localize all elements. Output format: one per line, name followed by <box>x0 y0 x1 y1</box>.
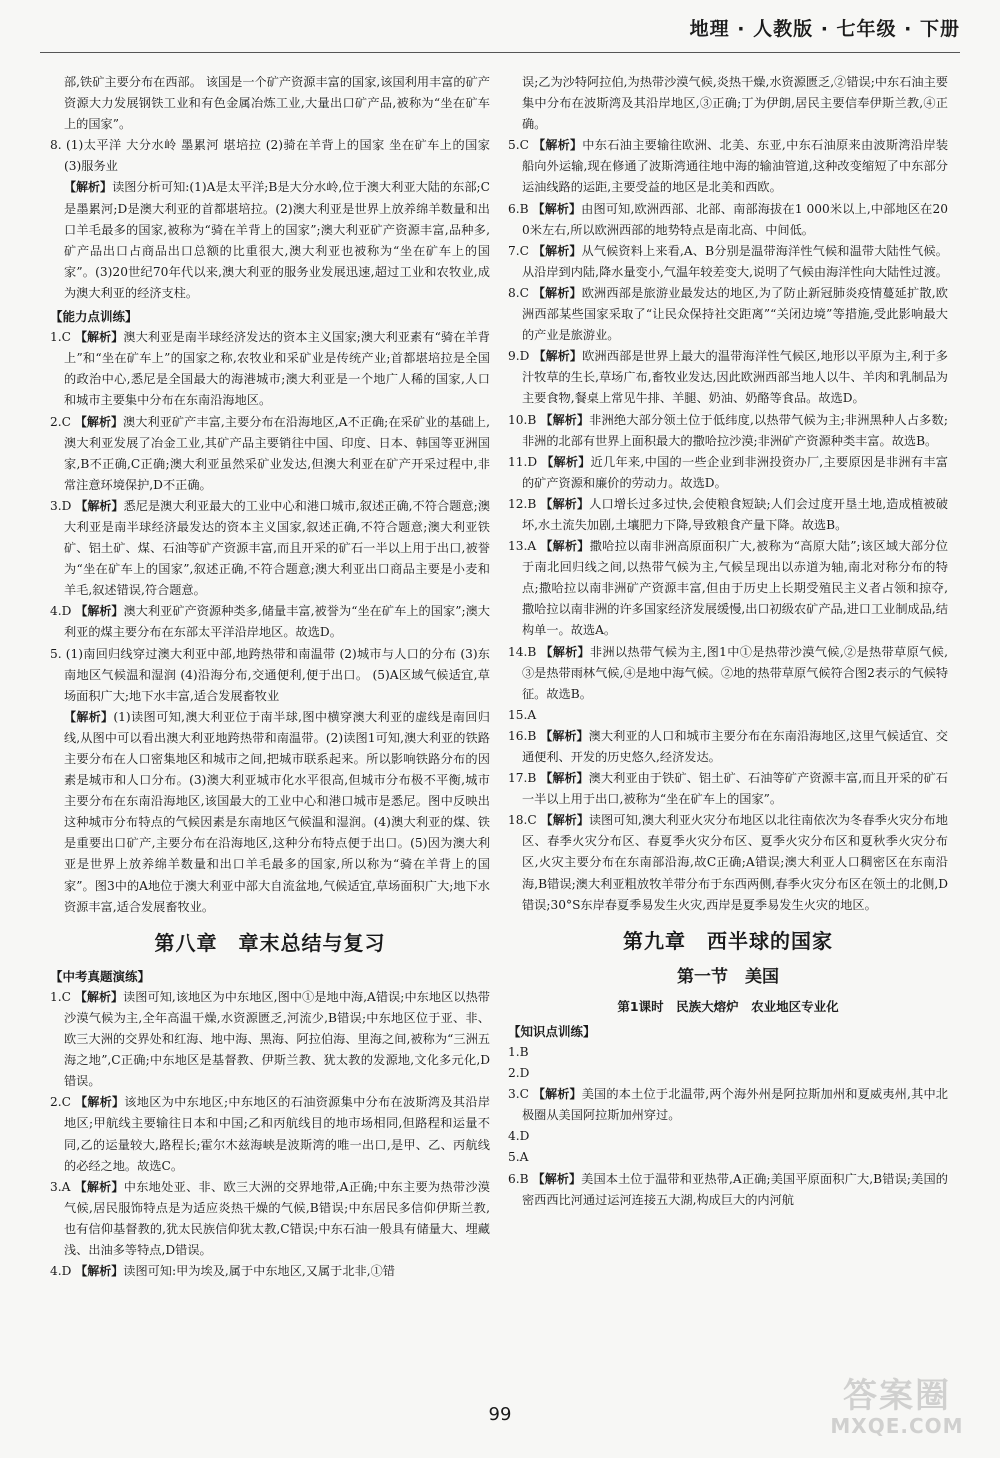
answer-number: 1.C <box>50 989 75 1004</box>
answer-number: 1.B <box>508 1044 529 1059</box>
answer-item <box>508 1042 948 1063</box>
analysis-tag: 【解析】 <box>74 414 124 429</box>
answer-number: 4.D <box>50 604 76 619</box>
answer-text: (1)南回归线穿过澳大利亚中部,地跨热带和南温带 (2)城市与人口的分布 (3)东南地区气候温和湿润 (4)沿海分布,交通便利,便于出口。 (5)A区域气候适宜,草场面积广大;地下水丰富,适合发展畜牧业 <box>64 646 490 703</box>
answer-number: 3.A <box>50 1179 75 1194</box>
chapter-heading: 第八章 章末总结与复习 <box>154 930 386 955</box>
answer-text: 欧洲西部是旅游业最发达的地区,为了防止新冠肺炎疫情蔓延扩散,欧洲西部某些国家采取了“让民众保持社交距离”“关闭边境”等措施,受此影响最大的产业是旅游业。 <box>522 285 948 343</box>
answer-text: 美国本土位于温带和亚热带,A正确;美国平原面积广大,B错误;美国的密西西比河通过运河连接五大湖,构成巨大的内河航 <box>522 1171 948 1207</box>
answer-number: 3.D <box>50 498 76 513</box>
answer-number: 18.C <box>508 813 541 828</box>
answer-number: 10.B <box>508 412 541 427</box>
answer-text: 澳大利亚是南半球经济发达的资本主义国家;澳大利亚素有“骑在羊背上”和“坐在矿车上”的国家之称,农牧业和采矿业是传统产业;首都堪培拉是全国的政治中心,悉尼是全国最大的海港城市;澳大利亚是一个地广人稀的国家,人口和城市主要集中分布在东南沿海地区。 <box>64 330 490 408</box>
answer-text: 澳大利亚矿产资源种类多,储量丰富,被誉为“坐在矿车上的国家”;澳大利亚的煤主要分布在东部太平洋沿岸地区。故选D。 <box>64 604 490 640</box>
answer-text: 部,铁矿主要分布在西部。 该国是一个矿产资源丰富的国家,该国利用丰富的矿产资源大力发展钢铁工业和有色金属冶炼工业,大量出口矿产品,被称为“坐在矿车上的国家”。 <box>64 75 490 132</box>
answer-text: 中东地处亚、非、欧三大洲的交界地带,A正确;中东主要为热带沙漠气候,居民服饰特点是为适应炎热干燥的气候,B错误;中东居民多信仰伊斯兰教,也有信仰基督教的,犹太民族信仰犹太教,C错误;中东石油一般具有储量大、埋藏浅、出油多等特点,D错误。 <box>64 1179 490 1257</box>
answer-item <box>50 412 490 496</box>
answer-text: 读图可知:甲为埃及,属于中东地区,又属于北非,①错 <box>123 1264 395 1279</box>
answer-number: 16.B <box>508 728 541 743</box>
analysis-tag: 【解析】 <box>75 1264 124 1279</box>
analysis-tag: 【解析】 <box>541 454 591 469</box>
answer-item <box>50 1092 490 1176</box>
analysis-tag: 【解析】 <box>540 728 589 743</box>
answer-item <box>50 327 490 411</box>
answer-number: 15.A <box>508 707 537 722</box>
answer-continuation <box>508 72 948 135</box>
section-heading: 第一节 美国 <box>677 966 779 987</box>
answer-text: 读图分析可知:(1)A是太平洋;B是大分水岭,位于澳大利亚大陆的东部;C是墨累河;D是澳大利亚的首都堪培拉。(2)澳大利亚是世界上放养绵羊数量和出口羊毛最多的国家,被称为“骑在羊背上的国家”;澳大利亚矿产资源丰富,品种多,矿产品出口占商品出口总额的比重很大,澳大利亚也被称为“坐在矿车上的国家”。(3)20世纪70年代以来,澳大利亚的服务业发展迅速,超过工业和农牧业,成为澳大利亚的经济支柱。 <box>64 180 490 300</box>
answer-text: (1)太平洋 大分水岭 墨累河 堪培拉 (2)骑在羊背上的国家 坐在矿车上的国家 (3)服务业 <box>64 138 490 174</box>
answer-number: 5.C <box>508 138 534 153</box>
watermark-url: MXQE.COM <box>830 1414 964 1438</box>
answer-number: 4.D <box>508 1129 530 1144</box>
answer-number: 1.C <box>50 330 75 345</box>
answer-number: 2.D <box>508 1066 530 1081</box>
analysis-tag: 【解析】 <box>74 1179 124 1194</box>
analysis-tag: 【解析】 <box>75 604 124 619</box>
analysis-tag: 【解析】 <box>540 412 590 427</box>
answer-item <box>508 1169 948 1211</box>
answer-number: 2.C <box>50 1095 76 1110</box>
exercise-section-label: 【中考真题演练】 <box>50 968 151 984</box>
answer-continuation <box>50 707 490 918</box>
answer-item <box>50 1177 490 1261</box>
answer-item <box>50 644 490 707</box>
answer-continuation <box>50 177 490 304</box>
analysis-tag: 【解析】 <box>540 539 590 554</box>
answer-text: 非洲绝大部分领土位于低纬度,以热带气候为主;非洲黑种人占多数;非洲的北部有世界上面积最大的撒哈拉沙漠;非洲矿产资源种类丰富。故选B。 <box>522 412 948 448</box>
analysis-tag: 【解析】 <box>75 498 124 513</box>
answer-text: 中东石油主要输往欧洲、北美、东亚,中东石油原来由波斯湾沿岸装船向外运输,现在修通了波斯湾通往地中海的输油管道,这种改变缩短了中东部分运油线路的运距,主要受益的地区是北美和西欧。 <box>522 138 948 195</box>
answer-text: 误;乙为沙特阿拉伯,为热带沙漠气候,炎热干燥,水资源匮乏,②错误;中东石油主要集中分布在波斯湾及其沿岸地区,③正确;丁为伊朗,居民主要信奉伊斯兰教,④正确。 <box>522 75 948 132</box>
analysis-tag: 【解析】 <box>532 201 582 216</box>
analysis-tag: 【解析】 <box>75 1095 125 1110</box>
answer-number: 5.A <box>508 1150 529 1165</box>
analysis-tag: 【解析】 <box>533 349 583 364</box>
answer-item <box>508 705 948 726</box>
answer-text: 美国的本土位于北温带,两个海外州是阿拉斯加州和夏威夷州,其中北极圈从美国阿拉斯加州穿过。 <box>522 1087 948 1123</box>
answer-item <box>508 452 948 494</box>
answer-text: 读图可知,澳大利亚火灾分布地区以北往南依次为冬春季火灾分布地区、春季火灾分布区、春夏季火灾分布区、夏季火灾分布区和夏秋季火灾分布区,火灾主要分布在东南部沿海,故C正确;A错误;澳大利亚人口稠密区在东南沿海,B错误;澳大利亚粗放牧羊带分布于东西两侧,春季火灾分布区在领土的北侧,D错误;30°S东岸春夏季易发生火灾,西岸是夏季易发生火灾的地区。 <box>522 813 948 912</box>
right-column <box>508 72 948 1402</box>
analysis-tag: 【解析】 <box>64 180 113 195</box>
analysis-tag: 【解析】 <box>64 709 114 724</box>
answer-item <box>508 726 948 768</box>
answer-number: 5. <box>50 646 66 661</box>
analysis-tag: 【解析】 <box>540 644 590 659</box>
answer-item <box>508 642 948 705</box>
answer-text: 近几年来,中国的一些企业到非洲投资办厂,主要原因是非洲有丰富的矿产资源和廉价的劳动力。故选D。 <box>522 454 948 490</box>
page-number: 99 <box>488 1404 512 1425</box>
analysis-tag: 【解析】 <box>74 330 124 345</box>
answer-number: 2.C <box>50 414 75 429</box>
answer-text: 撒哈拉以南非洲高原面积广大,被称为“高原大陆”;该区域大部分位于南北回归线之间,以热带气候为主,气候呈现出以赤道为轴,南北对称分布的特点;撒哈拉以南非洲矿产资源丰富,但由于历史上长期受殖民主义者占领和掠夺,撒哈拉以南非洲的许多国家经济发展缓慢,出口初级农矿产品,进口工业制成品,结构单一。故选A。 <box>522 539 948 638</box>
answer-item <box>50 496 490 601</box>
answer-item <box>508 1147 948 1168</box>
header-rule <box>40 52 960 53</box>
answer-item <box>508 410 948 452</box>
answer-text: 从气候资料上来看,A、B分别是温带海洋性气候和温带大陆性气候。从沿岸到内陆,降水量变小,气温年较差变大,说明了气候由海洋性向大陆性过渡。 <box>522 243 948 279</box>
analysis-tag: 【解析】 <box>533 285 582 300</box>
answer-item <box>50 987 490 1092</box>
answer-number: 9.D <box>508 349 534 364</box>
answer-item <box>508 810 948 915</box>
answer-continuation <box>50 72 490 135</box>
analysis-tag: 【解析】 <box>532 243 582 258</box>
answer-item <box>508 283 948 346</box>
answer-item <box>508 135 948 198</box>
answer-number: 3.C <box>508 1087 533 1102</box>
answer-text: 非洲以热带气候为主,图1中①是热带沙漠气候,②是热带草原气候,③是热带雨林气候,④是地中海气候。②地的热带草原气候符合图2表示的气候特征。故选B。 <box>522 644 948 701</box>
answer-number: 8.C <box>508 285 533 300</box>
answer-number: 17.B <box>508 771 541 786</box>
analysis-tag: 【解析】 <box>540 771 589 786</box>
answer-item <box>508 768 948 810</box>
exercise-section-label: 【能力点训练】 <box>50 309 138 325</box>
watermark-logo <box>812 1378 982 1444</box>
analysis-tag: 【解析】 <box>533 138 583 153</box>
answer-number: 8. <box>50 138 66 153</box>
answer-number: 13.A <box>508 539 541 554</box>
answer-number: 7.C <box>508 243 533 258</box>
answer-number: 14.B <box>508 644 541 659</box>
answer-text: 读图可知,该地区为中东地区,图中①是地中海,A错误;中东地区以热带沙漠气候为主,全年高温干燥,水资源匮乏,河流少,B错误;中东地区位于亚、非、欧三大洲的交界处和红海、地中海、黑海、阿拉伯海、里海之间,被称为“三洲五海之地”,C正确;中东地区是基督教、伊斯兰教、犹太教的发源地,文化多元化,D错误。 <box>64 989 490 1089</box>
exercise-section-label: 【知识点训练】 <box>508 1023 596 1039</box>
answer-item <box>508 1126 948 1147</box>
answer-item <box>508 1063 948 1084</box>
answer-text: 人口增长过多过快,会使粮食短缺;人们会过度开垦土地,造成植被破坏,水土流失加剧,土壤肥力下降,导致粮食产量下降。故选B。 <box>522 496 948 532</box>
answer-text: 澳大利亚矿产丰富,主要分布在沿海地区,A不正确;在采矿业的基础上,澳大利亚发展了冶金工业,其矿产品主要销往中国、印度、日本、韩国等亚洲国家,B不正确,C正确;澳大利亚虽然采矿业发达,但澳大利亚在矿产开采过程中,非常注意环境保护,D不正确。 <box>64 414 490 492</box>
answer-item <box>508 241 948 283</box>
left-column <box>50 72 490 1402</box>
answer-item <box>50 135 490 177</box>
answer-text: 欧洲西部是世界上最大的温带海洋性气候区,地形以平原为主,利于多汁牧草的生长,草场广布,畜牧业发达,因此欧洲西部当地人以牛、羊肉和乳制品为主要食物,餐桌上常见牛排、羊腿、奶油、奶酪等食品。故选D。 <box>522 349 948 406</box>
analysis-tag: 【解析】 <box>532 1171 582 1186</box>
watermark-logo-text: 答案圈 <box>843 1376 951 1416</box>
answer-number: 6.B <box>508 1171 533 1186</box>
answer-number: 4.D <box>50 1264 76 1279</box>
answer-item <box>50 1261 490 1282</box>
answer-text: 该地区为中东地区;中东地区的石油资源集中分布在波斯湾及其沿岸地区;甲航线主要输往日本和中国;乙和丙航线目的地市场相同,但路程和运量不同,乙的运量较大,路程长;霍尔木兹海峡是波斯湾的唯一出口,是甲、乙、丙航线的必经之地。故选C。 <box>64 1095 490 1173</box>
answer-text: 澳大利亚由于铁矿、铝土矿、石油等矿产资源丰富,而且开采的矿石一半以上用于出口,被称为“坐在矿车上的国家”。 <box>522 771 948 807</box>
answer-text: 澳大利亚的人口和城市主要分布在东南沿海地区,这里气候适宜、交通便利、开发的历史悠久,经济发达。 <box>522 728 948 764</box>
chapter-heading: 第九章 西半球的国家 <box>623 928 833 953</box>
answer-text: 悉尼是澳大利亚最大的工业中心和港口城市,叙述正确,不符合题意;澳大利亚是南半球经济最发达的资本主义国家,叙述正确,不符合题意;澳大利亚铁矿、铝土矿、煤、石油等矿产资源丰富,而且开采的矿石一半以上用于出口,被誉为“坐在矿车上的国家”,叙述正确,不符合题意;澳大利亚出口商品主要是小麦和羊毛,叙述错误,符合题意。 <box>64 498 490 598</box>
answer-item <box>50 601 490 643</box>
analysis-tag: 【解析】 <box>540 813 589 828</box>
answer-item <box>508 346 948 409</box>
book-title: 地理 · 人教版 · 七年级 · 下册 <box>689 18 960 40</box>
answer-number: 12.B <box>508 496 541 511</box>
answer-text: 由图可知,欧洲西部、北部、南部海拔在1 000米以上,中部地区在200米左右,所以欧洲西部的地势特点是南北高、中间低。 <box>522 201 948 237</box>
lesson-heading: 第1课时 民族大熔炉 农业地区专业化 <box>617 998 839 1014</box>
answer-number: 6.B <box>508 201 533 216</box>
answer-item <box>508 1084 948 1126</box>
analysis-tag: 【解析】 <box>533 1087 582 1102</box>
analysis-tag: 【解析】 <box>540 496 590 511</box>
answer-number: 11.D <box>508 454 542 469</box>
analysis-tag: 【解析】 <box>74 989 124 1004</box>
answer-text: (1)读图可知,澳大利亚位于南半球,图中横穿澳大利亚的虚线是南回归线,从图中可以看出澳大利亚地跨热带和南温带。(2)读图1可知,澳大利亚的铁路主要分布在人口密集地区和城市之间,把城市联系起来。所以影响铁路分布的因素是城市和人口分布。(3)澳大利亚城市化水平很高,但城市分布极不平衡,城市主要分布在东南沿海地区,该国最大的工业中心和港口城市是悉尼。图中反映出这种城市分布特点的气候因素是东南地区气候温和湿润。(4)澳大利亚的煤、铁是重要出口矿产,主要分布在沿海地区,这种分布特点便于出口。(5)因为澳大利亚是世界上放养绵羊数量和出口羊毛最多的国家,所以称为“骑在羊背上的国家”。图3中的A地位于澳大利亚中部大自流盆地,气候适宜,草场面积广大;地下水资源丰富,适合发展畜牧业。 <box>64 709 490 914</box>
page-header <box>0 0 1000 62</box>
answer-item <box>508 199 948 241</box>
answer-item <box>508 494 948 536</box>
answer-item <box>508 536 948 641</box>
